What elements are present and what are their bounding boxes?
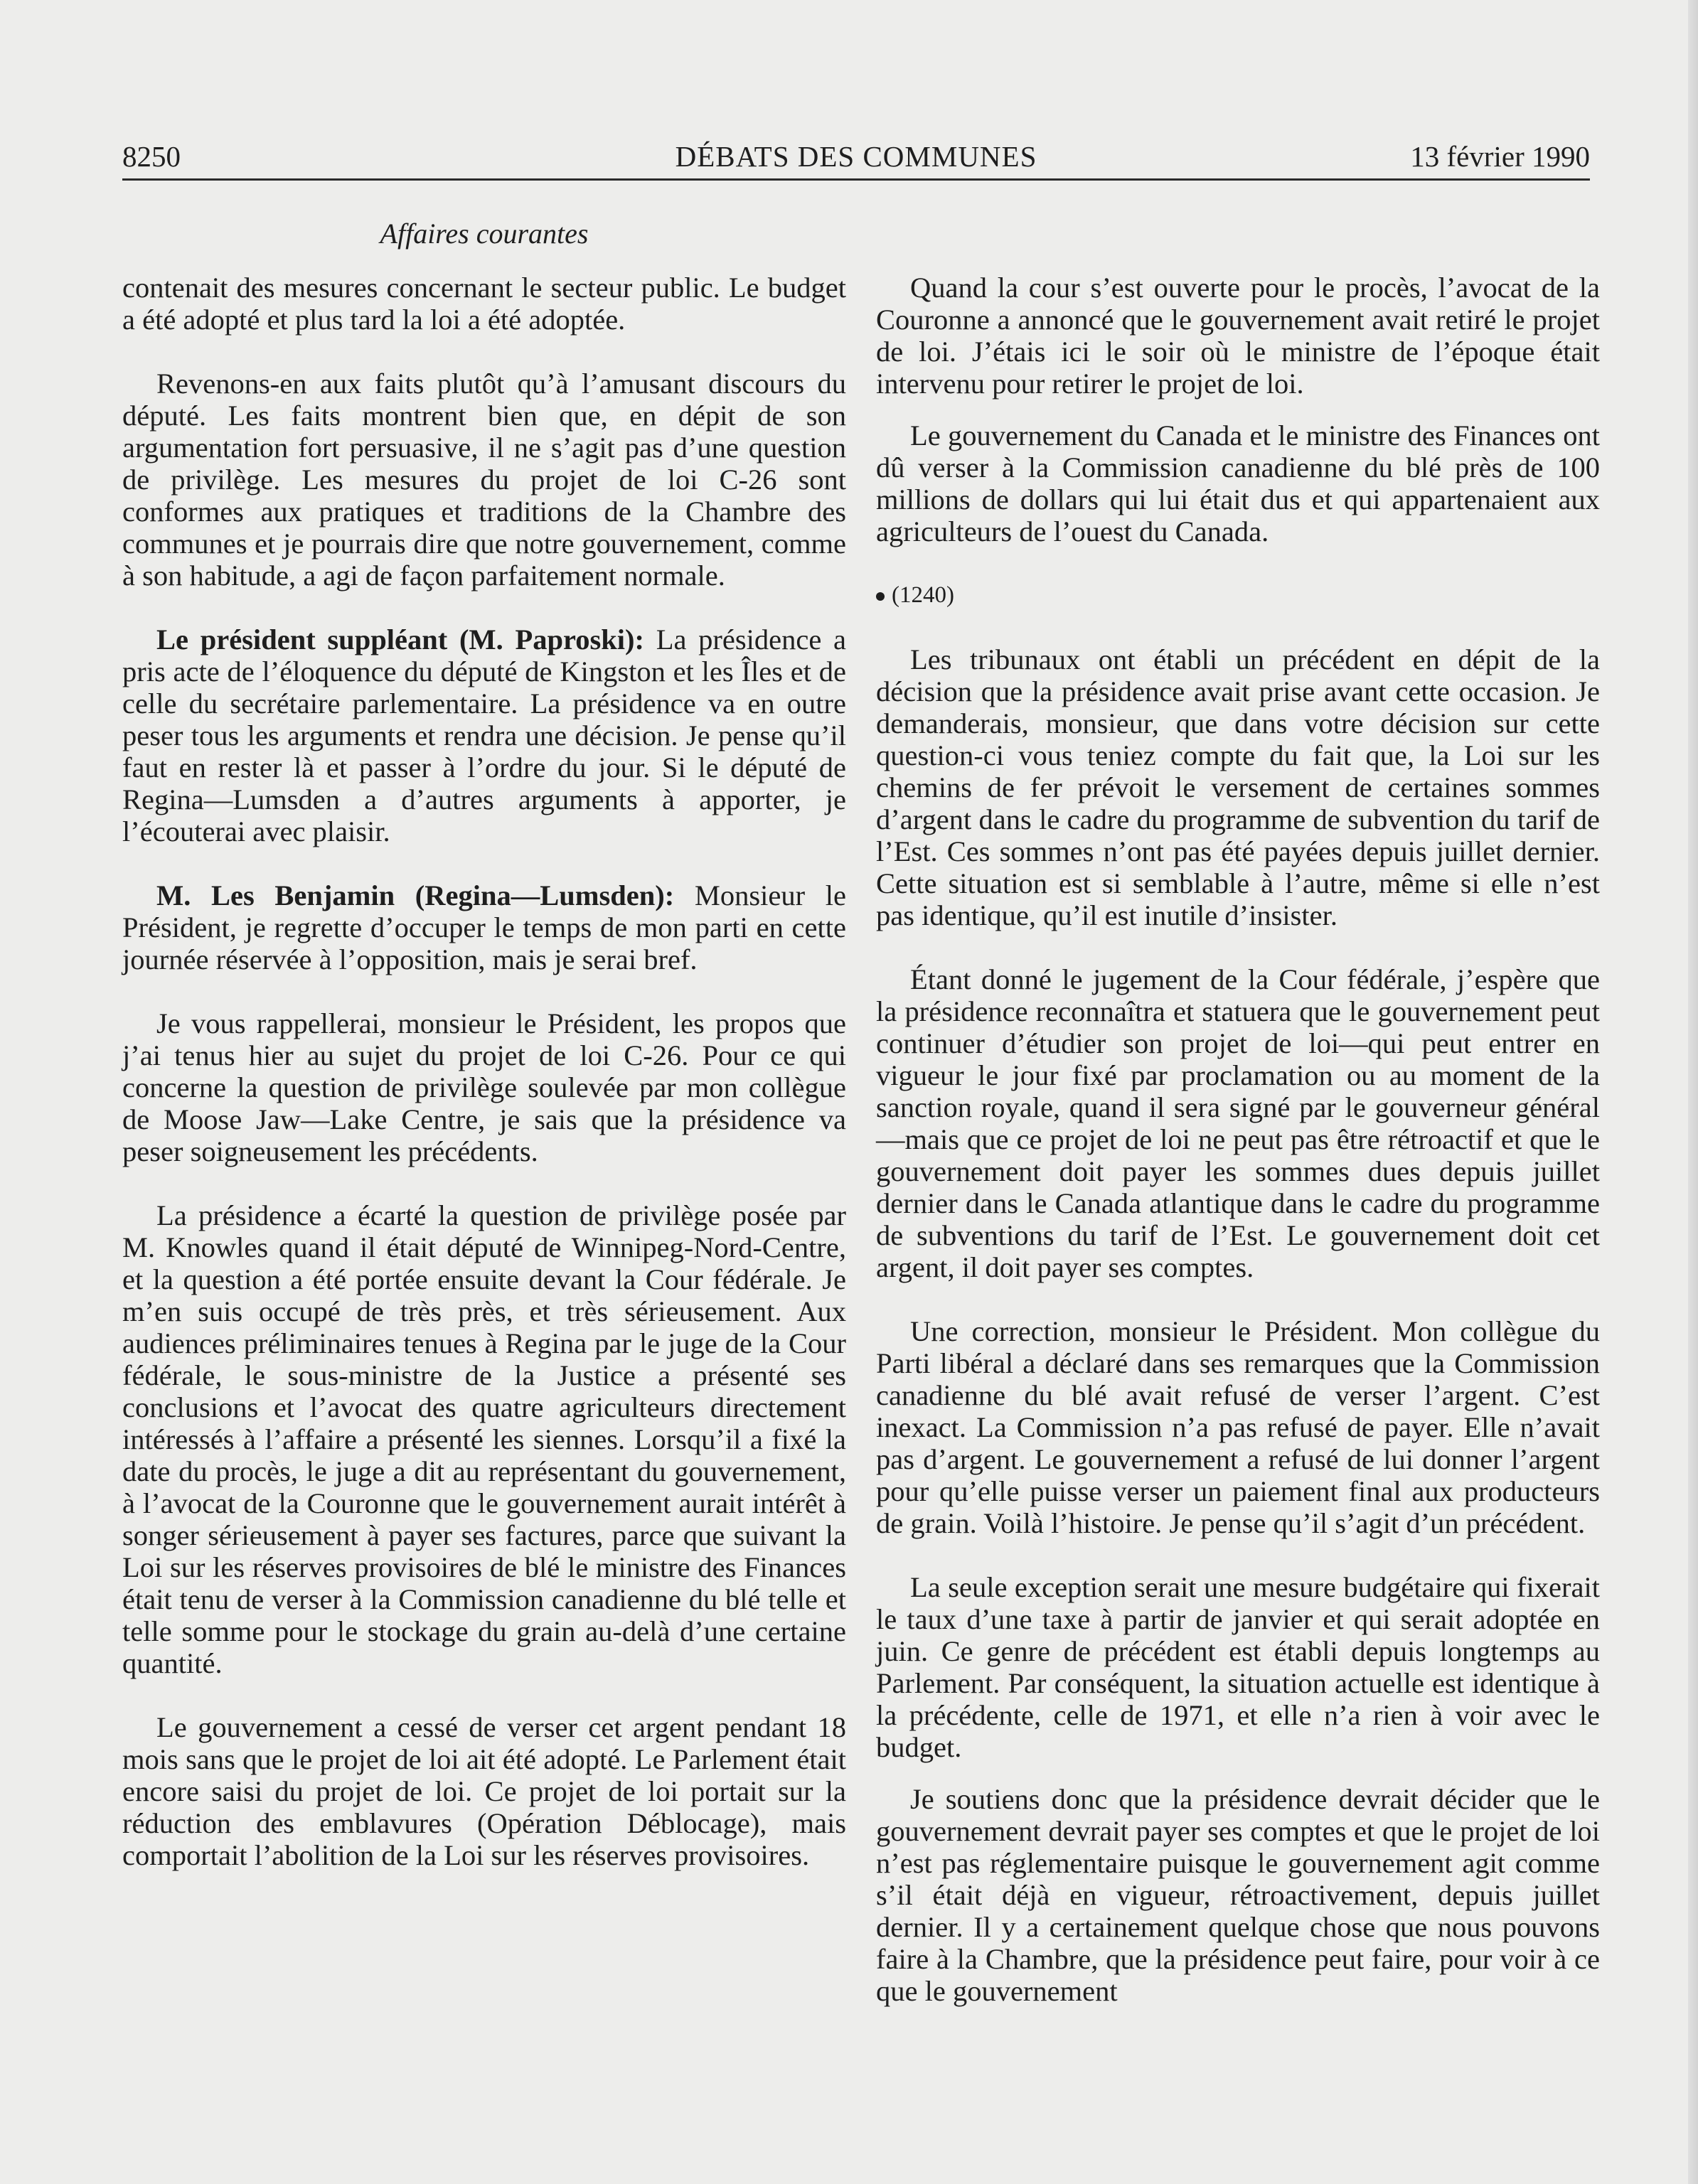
speech-text: Monsieur le Président, je regrette d’occuper le temps de mon parti en cette journée réservée à l’opposition, mais je serai bref. <box>122 879 847 975</box>
section-title: Affaires courantes <box>380 218 589 250</box>
paragraph: Je vous rappellerai, monsieur le Président, les propos que j’ai tenus hier au sujet du projet de loi C-26. Pour ce qui concerne la question de privilège soulevée par mon collègue de Moose Jaw—Lake Centre, je sais que la présidence va peser soigneusement les précédents. <box>122 1007 846 1167</box>
speech-text: La présidence a pris acte de l’éloquence du député de Kingston et les Îles et de celle du secrétaire parlementaire. La présidence va en outre peser tous les arguments et rendra une décision. Je pense qu’il faut en rester là et passer à l’ordre du jour. Si le député de Regina—Lumsden a d’autres arguments à apporter, je l’écouterai avec plaisir. <box>122 623 846 847</box>
running-header <box>122 139 1590 179</box>
paragraph: Le gouvernement a cessé de verser cet argent pendant 18 mois sans que le projet de loi ait été adopté. Le Parlement était encore saisi du projet de loi. Ce projet de loi portait sur la réduction des emblavures (Opération Déblocage), mais comportait l’abolition de la Loi sur les réserves provisoires. <box>122 1711 846 1871</box>
speech-paragraph <box>122 879 846 975</box>
speaker-name: Le président suppléant (M. Paproski): <box>156 623 645 655</box>
paragraph: Le gouvernement du Canada et le ministre des Finances ont dû verser à la Commission canadienne du blé près de 100 millions de dollars qui lui était dus et qui appartenaient aux agriculteurs de l’ouest du Canada. <box>876 419 1600 547</box>
paragraph: Étant donné le jugement de la Cour fédérale, j’espère que la présidence reconnaîtra et statuera que le gouvernement peut continuer d’étudier son projet de loi—qui peut entrer en vigueur le jour fixé par proclamation ou au moment de la sanction royale, quand il sera signé par le gouverneur général—mais que ce projet de loi ne peut pas être rétroactif et que le gouvernement doit payer les sommes dues depuis juillet dernier dans le Canada atlantique dans le cadre du programme de subventions du tarif de l’Est. Le gouvernement doit cet argent, il doit payer ses comptes. <box>876 963 1600 1283</box>
paragraph: Je soutiens donc que la présidence devrait décider que le gouvernement devrait payer ses comptes et que le projet de loi n’est pas réglementaire puisque le gouvernement agit comme s’il était déjà en vigueur, rétroactivement, depuis juillet dernier. Il y a certainement quelque chose que nous pouvons faire à la Chambre, que la présidence peut faire, pour voir à ce que le gouvernement <box>876 1783 1600 2007</box>
paragraph: Les tribunaux ont établi un précédent en dépit de la décision que la présidence avait prise avant cette occasion. Je demanderais, monsieur, que dans votre décision sur cette question-ci vous teniez compte du fait que, la Loi sur les chemins de fer prévoit le versement de certaines sommes d’argent dans le cadre du programme de subvention du tarif de l’Est. Ces sommes n’ont pas été payées depuis juillet dernier. Cette situation est si semblable à l’autre, même si elle n’est pas identique, qu’il est inutile d’insister. <box>876 643 1600 931</box>
left-column <box>122 272 846 1903</box>
right-column <box>876 272 1600 2039</box>
paragraph: La seule exception serait une mesure budgétaire qui fixerait le taux d’une taxe à partir de janvier et qui serait adoptée en juin. Ce genre de précédent est établi depuis longtemps au Parlement. Par conséquent, la situation actuelle est identique à la précédente, celle de 1971, et elle n’a rien à voir avec le budget. <box>876 1571 1600 1763</box>
paragraph: contenait des mesures concernant le secteur public. Le budget a été adopté et plus tard la loi a été adoptée. <box>122 272 846 336</box>
time-marker <box>876 579 1600 611</box>
header-rule <box>122 178 1590 181</box>
speaker-name: M. Les Benjamin (Regina—Lumsden): <box>156 879 675 911</box>
paragraph: Quand la cour s’est ouverte pour le procès, l’avocat de la Couronne a annoncé que le gouvernement avait retiré le projet de loi. J’étais ici le soir où le ministre de l’époque était intervenu pour retirer le projet de loi. <box>876 272 1600 400</box>
speech-paragraph <box>122 623 846 847</box>
page-edge-shadow <box>1688 0 1698 2184</box>
paragraph: La présidence a écarté la question de privilège posée par M. Knowles quand il était député de Winnipeg-Nord-Centre, et la question a été portée ensuite devant la Cour fédérale. Je m’en suis occupé de très près, et très sérieusement. Aux audiences préliminaires tenues à Regina par le juge de la Cour fédérale, le sous-ministre de la Justice a présenté ses conclusions et l’avocat des quatre agriculteurs directement intéressés à l’affaire a présenté les siennes. Lorsqu’il a fixé la date du procès, le juge a dit au représentant du gouvernement, à l’avocat de la Couronne que le gouvernement aurait intérêt à songer sérieusement à payer ses factures, parce que suivant la Loi sur les réserves provisoires de blé le ministre des Finances était tenu de verser à la Commission canadienne du blé telle et telle somme pour le stockage du grain au-delà d’une certaine quantité. <box>122 1199 846 1679</box>
page-number: 8250 <box>122 140 181 173</box>
bullet-icon <box>876 592 885 601</box>
paragraph: Revenons-en aux faits plutôt qu’à l’amusant discours du député. Les faits montrent bien que, en dépit de son argumentation fort persuasive, il ne s’agit pas d’une question de privilège. Les mesures du projet de loi C-26 sont conformes aux pratiques et traditions de la Chambre des communes et je pourrais dire que notre gouvernement, comme à son habitude, a agi de façon parfaitement normale. <box>122 368 846 592</box>
paragraph: Une correction, monsieur le Président. Mon collègue du Parti libéral a déclaré dans ses remarques que la Commission canadienne du blé avait refusé de verser l’argent. C’est inexact. La Commission n’a pas refusé de payer. Elle n’avait pas d’argent. Le gouvernement a refusé de lui donner l’argent pour qu’elle puisse verser un paiement final aux producteurs de grain. Voilà l’histoire. Je pense qu’il s’agit d’un précédent. <box>876 1315 1600 1539</box>
issue-date: 13 février 1990 <box>1410 140 1590 173</box>
time-marker-text: (1240) <box>892 582 954 608</box>
journal-title: DÉBATS DES COMMUNES <box>675 140 1037 173</box>
